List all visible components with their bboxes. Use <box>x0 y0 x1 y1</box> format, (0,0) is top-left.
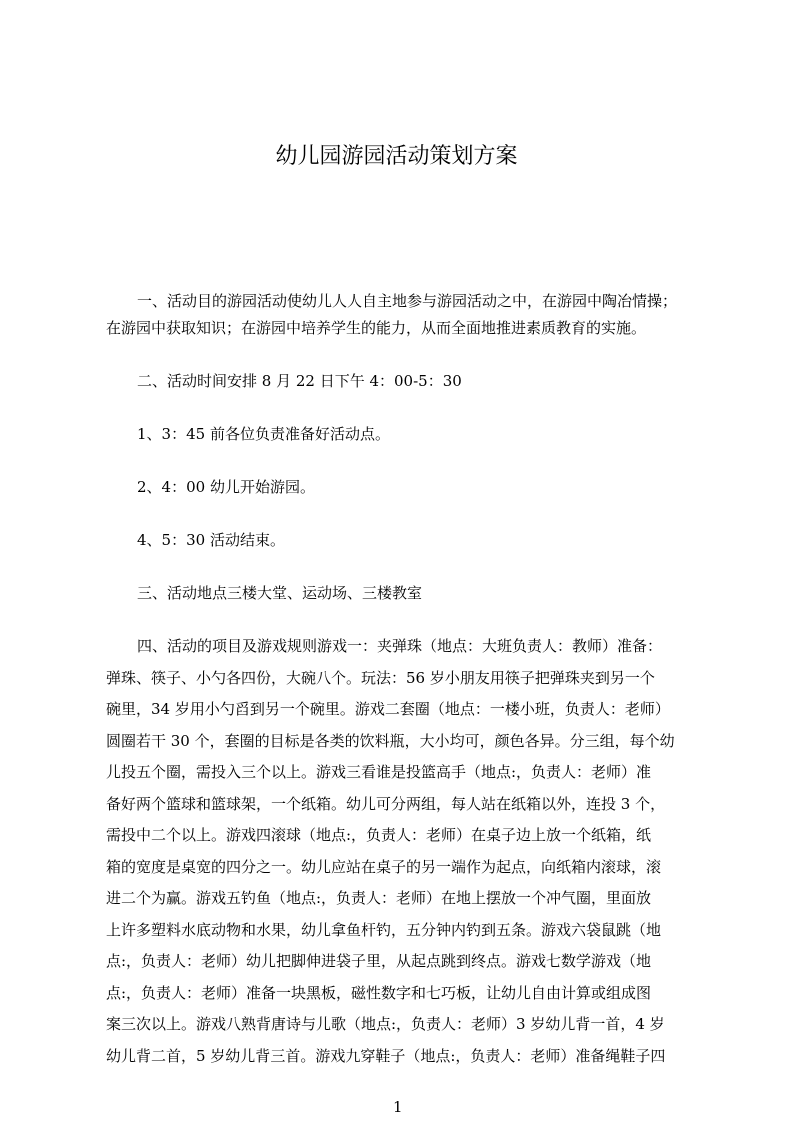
paragraph-line: 在游园中获取知识；在游园中培养学生的能力，从而全面地推进素质教育的实施。 <box>106 319 647 337</box>
section-heading: 二、活动时间安排 8 月 22 日下午 4：00-5：30 <box>137 372 462 390</box>
paragraph-line: 碗里，34 岁用小勺舀到另一个碗里。游戏二套圈（地点：一楼小班，负责人：老师） <box>106 700 670 718</box>
schedule-item: 2、4：00 幼儿开始游园。 <box>137 478 315 496</box>
schedule-item: 1、3：45 前各位负责准备好活动点。 <box>137 425 390 443</box>
paragraph-line: 需投中二个以上。游戏四滚球（地点:，负责人：老师）在桌子边上放一个纸箱，纸 <box>106 826 652 844</box>
paragraph-line: 幼儿背二首，5 岁幼儿背三首。游戏九穿鞋子（地点:，负责人：老师）准备绳鞋子四 <box>106 1046 666 1065</box>
section-heading: 三、活动地点三楼大堂、运动场、三楼教室 <box>137 584 423 602</box>
paragraph-line: 箱的宽度是桌宽的四分之一。幼儿应站在桌子的另一端作为起点，向纸箱内滚球，滚 <box>106 857 662 876</box>
schedule-item: 4、5：30 活动结束。 <box>137 531 285 549</box>
document-body <box>106 290 708 1067</box>
game-rules-paragraph <box>106 635 708 1067</box>
paragraph-line: 案三次以上。游戏八熟背唐诗与儿歌（地点:，负责人：老师）3 岁幼儿背一首，4 岁 <box>106 1015 665 1033</box>
paragraph-line: 儿投五个圈，需投入三个以上。游戏三看谁是投篮高手（地点:，负责人：老师）准 <box>106 763 652 781</box>
paragraph-line: 弹珠、筷子、小勺各四份，大碗八个。玩法：56 岁小朋友用筷子把弹珠夹到另一个 <box>106 668 655 687</box>
page-number: 1 <box>393 1098 403 1116</box>
paragraph-line: 上许多塑料水底动物和水果，幼儿拿鱼杆钓，五分钟内钓到五条。游戏六袋鼠跳（地 <box>106 920 662 939</box>
paragraph-line: 进二个为赢。游戏五钓鱼（地点:，负责人：老师）在地上摆放一个冲气圈，里面放 <box>106 889 652 907</box>
paragraph-line: 四、活动的项目及游戏规则游戏一：夹弹珠（地点：大班负责人：教师）准备： <box>137 637 663 655</box>
paragraph-line: 点:，负责人：老师）准备一块黑板，磁性数字和七巧板，让幼儿自由计算或组成图 <box>106 983 652 1002</box>
paragraph-line: 圆圈若干 30 个，套圈的目标是各类的饮料瓶，大小均可，颜色各异。分三组，每个幼 <box>106 731 675 750</box>
paragraph-line: 备好两个篮球和篮球架，一个纸箱。幼儿可分两组，每人站在纸箱以外，连投 3 个， <box>106 794 666 813</box>
paragraph-line: 点:，负责人：老师）幼儿把脚伸进袋子里，从起点跳到终点。游戏七数学游戏（地 <box>106 952 652 970</box>
paragraph-line: 一、活动目的游园活动使幼儿人人自主地参与游园活动之中，在游园中陶冶情操； <box>137 292 678 310</box>
document-title: 幼儿园游园活动策划方案 <box>275 144 518 169</box>
